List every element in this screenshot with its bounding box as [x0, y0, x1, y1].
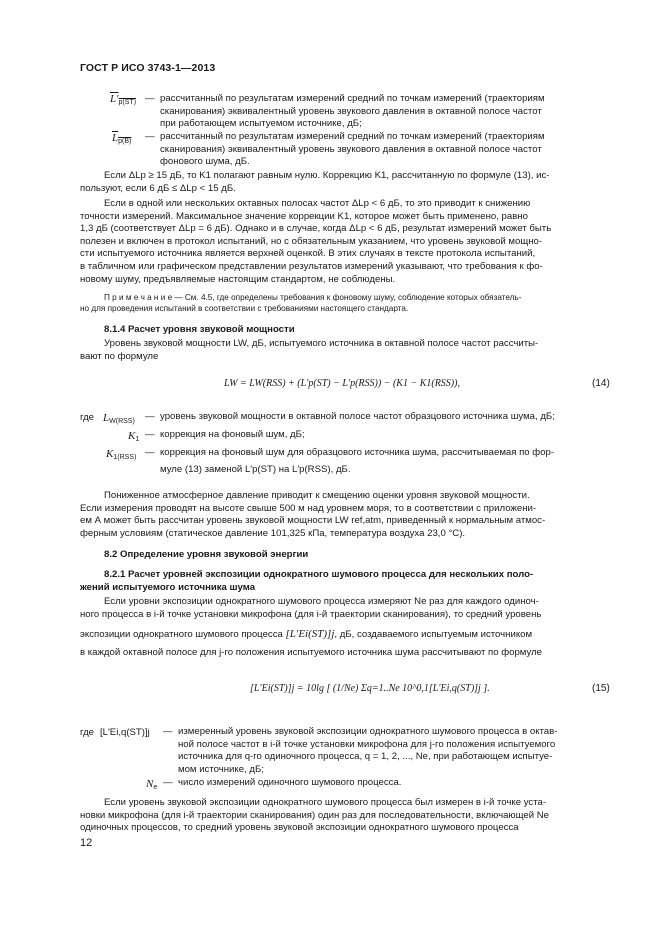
paragraph-line: Если ΔLp ≥ 15 дБ, то K1 полагают равным нулю. Коррекцию K1, рассчитанную по формуле (13), ис-: [104, 170, 550, 181]
def-symbol: $L'_{p(ST)}$: [110, 93, 137, 106]
def-symbol: [L′Ei,q(ST)]j: [100, 727, 150, 738]
section-heading: жений испытуемого источника шума: [80, 581, 256, 593]
paragraph-line: одиночных процессов, то средний уровень звуковой экспозиции однократного шумового процесса: [80, 822, 519, 834]
section-heading: 8.2 Определение уровня звуковой энергии: [104, 549, 309, 560]
note-line: но для проведения испытаний в соответствии с требованиями настоящего стандарта.: [80, 304, 409, 313]
paragraph-line: Если уровень звуковой экспозиции однократного шумового процесса был измерен в i-й точке уста-: [104, 797, 547, 808]
paragraph-line: ем А может быть рассчитан уровень звуковой мощности LW ref,atm, приведенный к нормальным атмос-: [80, 515, 546, 527]
paragraph-line: экспозиции однократного шумового процесса [L′Ei(ST)]j, дБ, создаваемого испытуемым источником: [80, 628, 533, 640]
paragraph-line: ного процесса в i-й точке установки микрофона (для i-й траектории сканирования), то средний уровень: [80, 608, 542, 620]
def-symbol: $K_{1(RSS)}$: [106, 448, 137, 461]
paragraph-line: ферным условиям (статическое давление 101,325 кПа, температура воздуха 23,0 °С).: [80, 527, 466, 539]
paragraph-line: полезен и включен в протокол испытаний, но с обязательным указанием, что уровень звуковой мощно-: [80, 235, 543, 247]
document-page: ГОСТ Р ИСО 3743-1—2013 $L'_{p(ST)}$ — рассчитанный по результатам измерений средний по точкам измерений (траекториям сканирования) эквивалентный уровень звукового давления в октавной полосе частот при работающем испытуемом источнике, дБ; $L_{p(B)}$ — рассчитанный по результатам измерений средний по точкам измерений (траекториям сканирования) эквивалентный уровень звукового давления в октавной полосе частот фонового шума, дБ. Если ΔLp ≥ 15 дБ, то K1 полагают равным нулю. Коррекцию K1, рассчитанную по формуле (13), ис- пользуют, если 6 дБ ≤ ΔLp < 15 дБ. Если в одной или нескольких октавных полосах частот ΔLp < 6 дБ, то это приводит к снижению точности измерений. Максимальное значение коррекции K1, которое может быть применено, равно 1,3 дБ (соответствует ΔLp = 6 дБ). Однако и в случае, когда ΔLp < 6 дБ, результат измерений может быть полезен и включен в протокол испытаний, но с обязательным указанием, что уровень звуковой мощно- сти испытуемого источника является верхней оценкой. В этих случаях в тексте протокола испытаний, в табличном или графическом представлении результатов измерений указывают, что требования к фо- новому шуму, предъявляемые настоящим стандартом, не соблюдены. П р и м е ч а н и е — См. 4.5, где определены требования к фоновому шуму, соблюдение которых обязатель- но для проведения испытаний в соответствии с требованиями настоящего стандарта. 8.1.4 Расчет уровня звуковой мощности Уровень звуковой мощности LW, дБ, испытуемого источника в октавной полосе частот рассчиты- вают по формуле LW = LW(RSS) + (L′p(ST) − L′p(RSS)) − (K1 − K1(RSS)), (14) где $L_{W(RSS)}$ — уровень звуковой мощности в октавной полосе частот образцового источника шума, дБ; $K_1$ — коррекция на фоновый шум, дБ; $K_{1(RSS)}$ — коррекция на фоновый шум для образцового источника шума, рассчитываемая по фор- муле (13) заменой L′p(ST) на L′p(RSS), дБ. Пониженное атмосферное давление приводит к смещению оценки уровня звуковой мощности. Если измерения проводят на высоте свыше 500 м над уровнем моря, то в соответствии с приложени- ем А может быть рассчитан уровень звуковой мощности LW ref,atm, приведенный к нормальным атмос- ферным условиям (статическое давление 101,325 кПа, температура воздуха 23,0 °С). 8.2 Определение уровня звуковой энергии 8.2.1 Расчет уровней экспозиции однократного шумового процесса для нескольких поло- жений испытуемого источника шума Если уровни экспозиции однократного шумового процесса измеряют Ne раз для каждого одиноч- ного процесса в i-й точке установки микрофона (для i-й траектории сканирования), то средний уровень экспозиции однократного шумового процесса [L′Ei(ST)]j, дБ, создаваемого испытуемым источником в каждой октавной полосе для j-го положения испытуемого источника шума рассчитывают по формуле [L′Ei(ST)]j = 10lg [ (1/Ne) Σq=1..Ne 10^0,1[L′Ei,q(ST)]j ]. (15) где [L′Ei,q(ST)]j — измеренный уровень звуковой экспозиции однократного шумового процесса в октав- ной полосе частот в i-й точке установки микрофона для j-го положения испытуемого источника для q-го одиночного процесса, q = 1, 2, ..., Ne, при работающем испытуе- мом источнике, дБ; $N_e$ — число измерений одиночного шумового процесса. Если уровень звуковой экспозиции однократного шумового процесса был измерен в i-й точке уста- новки микрофона (для i-й траектории сканирования) один раз для последовательности, включающей Ne одиночных процессов, то средний уровень звуковой экспозиции однократного шумового процесса 12: [0, 0, 661, 935]
formula-14: LW = LW(RSS) + (L′p(ST) − L′p(RSS)) − (K1 − K1(RSS)),: [224, 378, 460, 389]
paragraph-line: вают по формуле: [80, 350, 159, 362]
equation-number: (14): [592, 378, 610, 389]
def-text: сканирования) эквивалентный уровень звукового давления в октавной полосе частот: [160, 105, 542, 117]
paragraph-line: в табличном или графическом представлении результатов измерений указывают, что требования к фо-: [80, 261, 543, 272]
paragraph-line: пользуют, если 6 дБ ≤ ΔLp < 15 дБ.: [80, 182, 236, 194]
def-text: фонового шума, дБ.: [160, 156, 250, 168]
def-text: коррекция на фоновый шум для образцового источника шума, рассчитываемая по фор-: [160, 447, 555, 458]
def-text: рассчитанный по результатам измерений средний по точкам измерений (траекториям: [160, 131, 545, 142]
paragraph-line: новому шуму, предъявляемые настоящим стандартом, не соблюдены.: [80, 273, 396, 285]
def-text: рассчитанный по результатам измерений средний по точкам измерений (траекториям: [160, 93, 545, 104]
paragraph-line: в каждой октавной полосе для j-го положения испытуемого источника шума рассчитывают по формуле: [80, 647, 543, 658]
def-text: мом источнике, дБ;: [178, 763, 264, 775]
def-text: число измерений одиночного шумового процесса.: [178, 777, 402, 788]
def-text: источника для q-го одиночного процесса, q = 1, 2, ..., Ne, при работающем испытуе-: [178, 751, 553, 763]
def-text: муле (13) заменой L′p(ST) на L′p(RSS), дБ.: [160, 464, 351, 475]
formula-15: [L′Ei(ST)]j = 10lg [ (1/Ne) Σq=1..Ne 10^0,1[L′Ei,q(ST)]j ].: [250, 683, 490, 694]
def-text: ной полосе частот в i-й точке установки микрофона для j-го положения испытуемого: [178, 738, 556, 750]
paragraph-line: Если в одной или нескольких октавных полосах частот ΔLp < 6 дБ, то это приводит к снижению: [104, 198, 531, 209]
page-number: 12: [80, 837, 93, 849]
def-symbol: $L_{p(B)}$: [112, 132, 132, 145]
paragraph-line: 1,3 дБ (соответствует ΔLp = 6 дБ). Однако и в случае, когда ΔLp < 6 дБ, результат измерений может быть: [80, 223, 552, 235]
paragraph-line: Пониженное атмосферное давление приводит к смещению оценки уровня звуковой мощности.: [104, 490, 530, 501]
def-text: измеренный уровень звуковой экспозиции однократного шумового процесса в октав-: [178, 726, 558, 737]
paragraph-line: Если уровни экспозиции однократного шумового процесса измеряют Ne раз для каждого одиноч-: [104, 596, 539, 607]
def-symbol: $K_1$: [128, 430, 140, 443]
section-heading: 8.2.1 Расчет уровней экспозиции однократного шумового процесса для нескольких поло-: [104, 569, 534, 580]
note-line: П р и м е ч а н и е — См. 4.5, где определены требования к фоновому шуму, соблюдение которых обязатель-: [104, 293, 522, 302]
paragraph-line: новки микрофона (для i-й траектории сканирования) один раз для последовательности, включающей Ne: [80, 809, 550, 821]
paragraph-line: Если измерения проводят на высоте свыше 500 м над уровнем моря, то в соответствии с приложени-: [80, 502, 537, 514]
def-symbol: $N_e$: [146, 778, 158, 791]
paragraph-line: точности измерений. Максимальное значение коррекции K1, которое может быть применено, равно: [80, 210, 528, 222]
paragraph-line: сти испытуемого источника является верхней оценкой. В этих случаях в тексте протокола испытаний,: [80, 248, 536, 260]
page-header: ГОСТ Р ИСО 3743-1—2013: [80, 62, 216, 74]
section-heading: 8.1.4 Расчет уровня звуковой мощности: [104, 324, 295, 335]
def-symbol: $L_{W(RSS)}$: [103, 412, 135, 425]
def-text: сканирования) эквивалентный уровень звукового давления в октавной полосе частот: [160, 143, 542, 155]
def-text: при работающем испытуемом источнике, дБ;: [160, 118, 362, 130]
paragraph-line: Уровень звуковой мощности LW, дБ, испытуемого источника в октавной полосе частот рассчиты-: [104, 338, 539, 349]
equation-number: (15): [592, 683, 610, 694]
def-text: коррекция на фоновый шум, дБ;: [160, 429, 305, 440]
def-text: уровень звуковой мощности в октавной полосе частот образцового источника шума, дБ;: [160, 411, 555, 422]
